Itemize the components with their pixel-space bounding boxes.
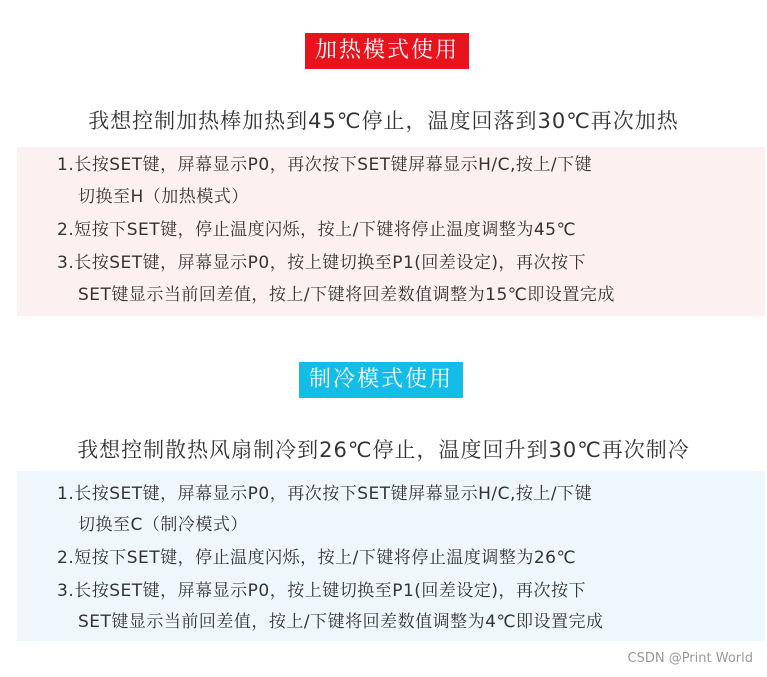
heating-mode-title: 加热模式使用 (305, 33, 469, 69)
heating-step-1: 1.长按SET键，屏幕显示P0，再次按下SET键屏幕显示H/C,按上/下键 (57, 155, 593, 175)
heating-step-3: 3.长按SET键，屏幕显示P0，按上键切换至P1(回差设定)，再次按下 (57, 253, 587, 273)
cooling-goal-headline: 我想控制散热风扇制冷到26℃停止，温度回升到30℃再次制冷 (77, 438, 690, 462)
cooling-step-1-cont: 切换至C（制冷模式） (78, 515, 248, 535)
cooling-mode-title: 制冷模式使用 (299, 362, 463, 398)
cooling-step-3-cont: SET键显示当前回差值，按上/下键将回差数值调整为4℃即设置完成 (78, 612, 604, 632)
cooling-step-1: 1.长按SET键，屏幕显示P0，再次按下SET键屏幕显示H/C,按上/下键 (57, 484, 593, 504)
cooling-step-2: 2.短按下SET键，停止温度闪烁，按上/下键将停止温度调整为26℃ (57, 548, 577, 568)
cooling-step-3: 3.长按SET键，屏幕显示P0，按上键切换至P1(回差设定)，再次按下 (57, 581, 587, 601)
heating-step-3-cont: SET键显示当前回差值，按上/下键将回差数值调整为15℃即设置完成 (78, 285, 615, 305)
watermark: CSDN @Print World (627, 651, 753, 666)
heating-goal-headline: 我想控制加热棒加热到45℃停止，温度回落到30℃再次加热 (88, 109, 679, 133)
heating-step-2: 2.短按下SET键，停止温度闪烁，按上/下键将停止温度调整为45℃ (57, 220, 577, 240)
heating-step-1-cont: 切换至H（加热模式） (78, 187, 249, 207)
